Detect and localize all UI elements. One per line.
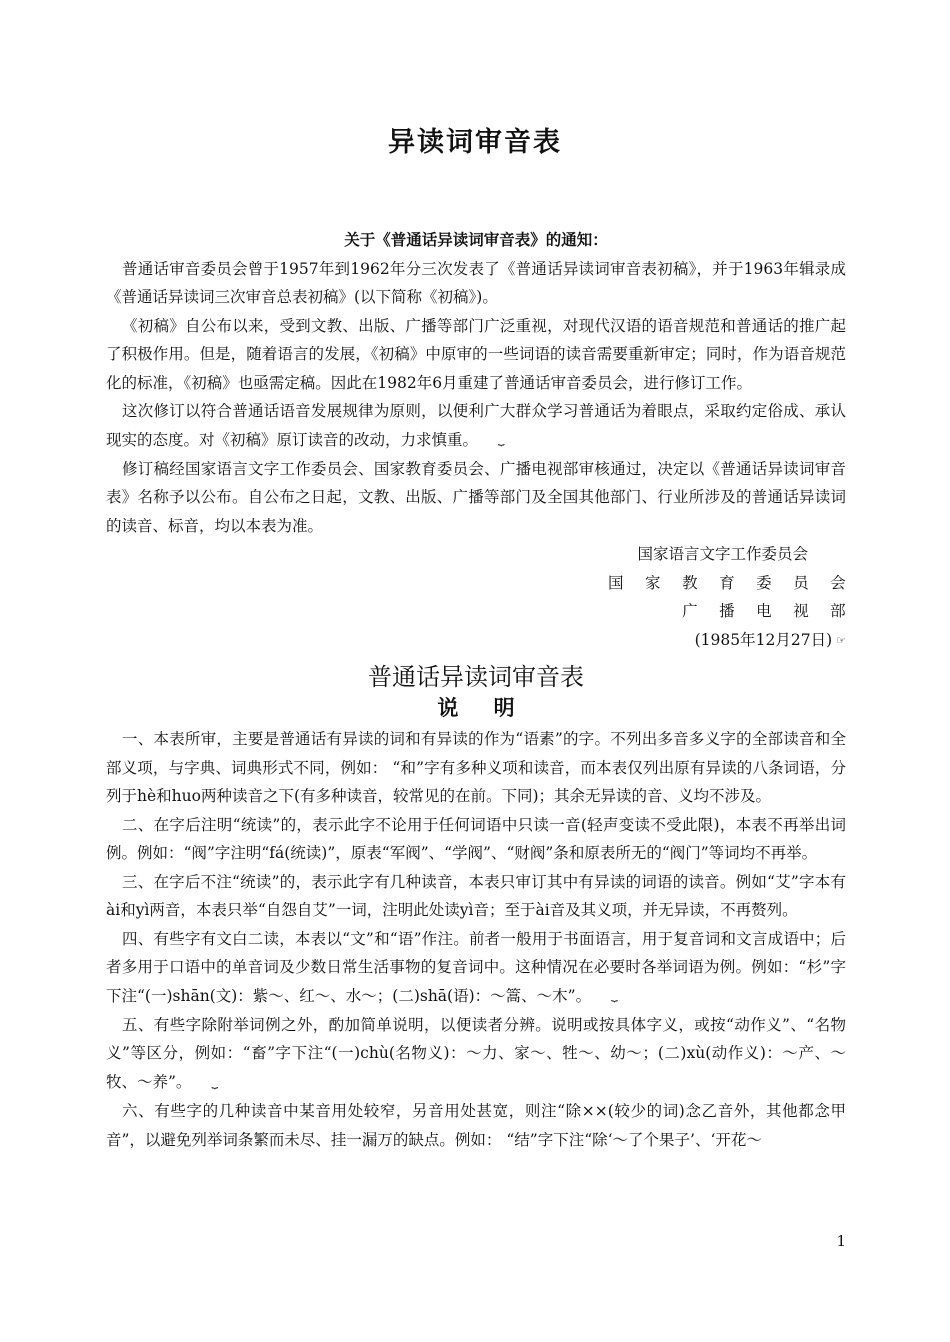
- return-mark-icon: ⏟: [211, 1075, 219, 1089]
- notice-paragraph-3-text: 这次修订以符合普通话语音发展规律为原则，以便利广大群众学习普通话为着眼点，采取约定俗成、承认现实的态度。对《初稿》原订读音的改动，力求慎重。: [106, 402, 846, 449]
- explanation-paragraph-5-text: 五、有些字除附举词例之外，酌加简单说明，以便读者分辨。说明或按具体字义，或按“动作义”、“名物义”等区分，例如：“畜”字下注“(一)chù(名物义)：～力、家～、牲～、幼～；(二)xù(动作义)：～产、～牧、～养”。: [106, 1015, 846, 1091]
- document-title: 异读词审音表: [388, 127, 562, 158]
- explanation-heading: 说 明: [437, 695, 529, 720]
- notice-date: (1985年12月27日): [694, 630, 833, 649]
- notice-paragraph-3: [106, 397, 846, 455]
- page-number: 1: [836, 1232, 846, 1250]
- explanation-paragraph-4: [106, 925, 846, 1011]
- pointing-hand-icon: ☞: [836, 633, 846, 647]
- explanation-paragraph-5: [106, 1011, 846, 1097]
- signatory-3: 广 播 电 视 部: [682, 602, 846, 621]
- return-mark-icon: ⏟: [611, 989, 618, 1003]
- table-title: 普通话异读词审音表: [368, 663, 584, 691]
- notice-date-line: [106, 626, 846, 655]
- notice-heading: 关于《普通话异读词审音表》的通知：: [344, 231, 608, 249]
- document-body: [106, 226, 846, 1154]
- signatory-2: 国 家 教 育 委 员 会: [608, 573, 846, 592]
- signatory-1: 国家语言文字工作委员会: [637, 545, 808, 564]
- explanation-paragraph-1: 一、本表所审，主要是普通话有异读的词和有异读的作为“语素”的字。不列出多音多义字的全部读音和全部义项，与字典、词典形式不同，例如： “和”字有多种义项和读音，而本表仅列出原有异读的八条词语，分列于hè和huo两种读音之下(有多种读音，较常见的在前。下同)；其余无异读的音、义均不涉及。: [106, 730, 846, 805]
- notice-paragraph-2: 《初稿》自公布以来，受到文教、出版、广播等部门广泛重视，对现代汉语的语音规范和普通话的推广起了积极作用。但是，随着语言的发展，《初稿》中原审的一些词语的读音需要重新审定；同时，作为语音规范化的标准，《初稿》也亟需定稿。因此在1982年6月重建了普通话审音委员会，进行修订工作。: [106, 316, 846, 392]
- notice-paragraph-4: 修订稿经国家语言文字工作委员会、国家教育委员会、广播电视部审核通过，决定以《普通话异读词审音表》名称予以公布。自公布之日起，文教、出版、广播等部门及全国其他部门、行业所涉及的普通话异读词的读音、标音，均以本表为准。: [106, 459, 846, 535]
- explanation-paragraph-2: 二、在字后注明“统读”的，表示此字不论用于任何词语中只读一音(轻声变读不受此限)，本表不再举出词例。例如：“阀”字注明“fá(统读)”，原表“军阀”、“学阀”、“财阀”条和原表所无的“阀门”等词均不再举。: [106, 815, 846, 862]
- explanation-paragraph-4-text: 四、有些字有文白二读，本表以“文”和“语”作注。前者一般用于书面语言，用于复音词和文言成语中；后者多用于口语中的单音词及少数日常生活事物的复音词中。这种情况在必要时各举词语为例。例如：“杉”字下注“(一)shān(文)：紫～、红～、水～；(二)shā(语)：～篙、～木”。: [106, 929, 846, 1005]
- explanation-paragraph-3: 三、在字后不注“统读”的，表示此字有几种读音，本表只审订其中有异读的词语的读音。例如“艾”字本有ài和yì两音，本表只举“自怨自艾”一词，注明此处读yì音；至于ài音及其义项，并无异读，不再赘列。: [106, 872, 846, 919]
- explanation-paragraph-6: 六、有些字的几种读音中某音用处较窄，另音用处甚宽，则注“除××(较少的词)念乙音外，其他都念甲音”，以避免列举词条繁而未尽、挂一漏万的缺点。例如： “结”字下注“除‘～了个果子’、‘开花～: [106, 1102, 846, 1149]
- return-mark-icon: ⏟: [498, 433, 505, 447]
- notice-paragraph-1: 普通话审音委员会曾于1957年到1962年分三次发表了《普通话异读词审音表初稿》，并于1963年辑录成《普通话异读词三次审音总表初稿》(以下简称《初稿》)。: [106, 259, 846, 306]
